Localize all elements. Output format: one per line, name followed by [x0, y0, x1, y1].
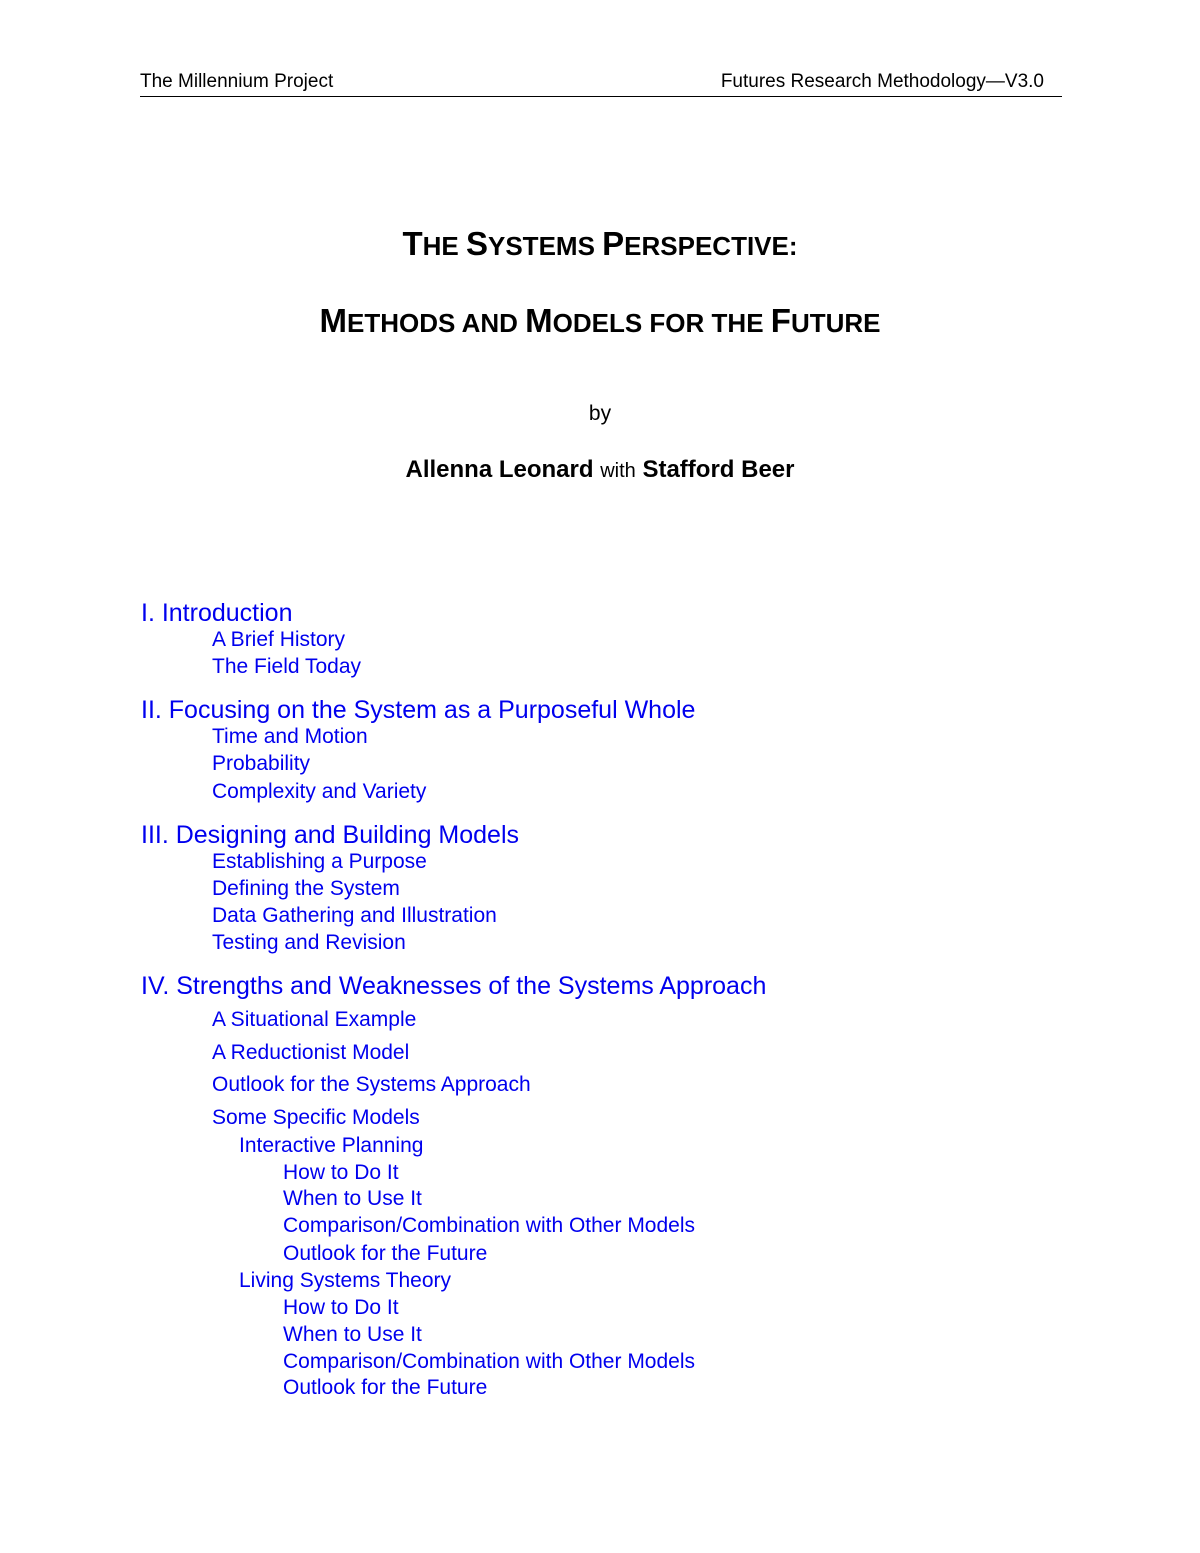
toc-link[interactable]: Outlook for the Future — [283, 1376, 488, 1399]
title-rest: ODELS FOR THE — [552, 308, 771, 338]
title-cap: F — [770, 302, 791, 339]
toc-link[interactable]: II. Focusing on the System as a Purposeful Whole — [141, 696, 696, 724]
title-cap: P — [602, 225, 625, 262]
toc-link[interactable]: How to Do It — [283, 1296, 399, 1319]
toc-link[interactable]: The Field Today — [212, 655, 362, 678]
author-connector: with — [600, 460, 636, 482]
title-rest: HE — [422, 231, 466, 261]
toc-link[interactable]: When to Use It — [283, 1323, 422, 1346]
title-cap: S — [465, 225, 488, 262]
toc-link[interactable]: Probability — [212, 752, 311, 775]
byline: by — [588, 402, 612, 425]
toc-link[interactable]: Outlook for the Future — [283, 1242, 488, 1265]
toc-link[interactable]: Interactive Planning — [239, 1134, 424, 1157]
toc-link[interactable]: I. Introduction — [141, 599, 293, 627]
author-name: Stafford Beer — [642, 456, 795, 483]
toc-link[interactable]: Outlook for the Systems Approach — [212, 1073, 531, 1096]
toc-link[interactable]: A Situational Example — [212, 1008, 417, 1031]
toc-link[interactable]: III. Designing and Building Models — [141, 821, 520, 849]
toc-link[interactable]: A Brief History — [212, 628, 346, 651]
title-cap: M — [319, 302, 347, 339]
toc-link[interactable]: A Reductionist Model — [212, 1041, 410, 1064]
toc-link[interactable]: Complexity and Variety — [212, 780, 427, 803]
toc-link[interactable]: Time and Motion — [212, 725, 368, 748]
title-cap: M — [525, 302, 553, 339]
toc-link[interactable]: Some Specific Models — [212, 1106, 420, 1129]
toc-link[interactable]: Testing and Revision — [212, 931, 406, 954]
title-rest: ERSPECTIVE: — [624, 231, 798, 261]
toc-link[interactable]: When to Use It — [283, 1187, 422, 1210]
title-rest: UTURE — [790, 308, 881, 338]
toc-link[interactable]: How to Do It — [283, 1161, 399, 1184]
toc-link[interactable]: Living Systems Theory — [239, 1269, 452, 1292]
toc-link[interactable]: Defining the System — [212, 877, 400, 900]
toc-link[interactable]: Establishing a Purpose — [212, 850, 427, 873]
toc-link[interactable]: Comparison/Combination with Other Models — [283, 1214, 696, 1237]
toc-link[interactable]: Comparison/Combination with Other Models — [283, 1350, 696, 1373]
title-rest: ETHODS AND — [346, 308, 526, 338]
title-rest: YSTEMS — [488, 231, 603, 261]
author-name: Allenna Leonard — [405, 456, 594, 483]
header-left-text: The Millennium Project — [140, 71, 334, 92]
toc-link[interactable]: IV. Strengths and Weaknesses of the Systems Approach — [141, 972, 767, 1000]
toc-link[interactable]: Data Gathering and Illustration — [212, 904, 497, 927]
title-cap: T — [402, 225, 423, 262]
header-right-text: Futures Research Methodology—V3.0 — [720, 71, 1044, 92]
